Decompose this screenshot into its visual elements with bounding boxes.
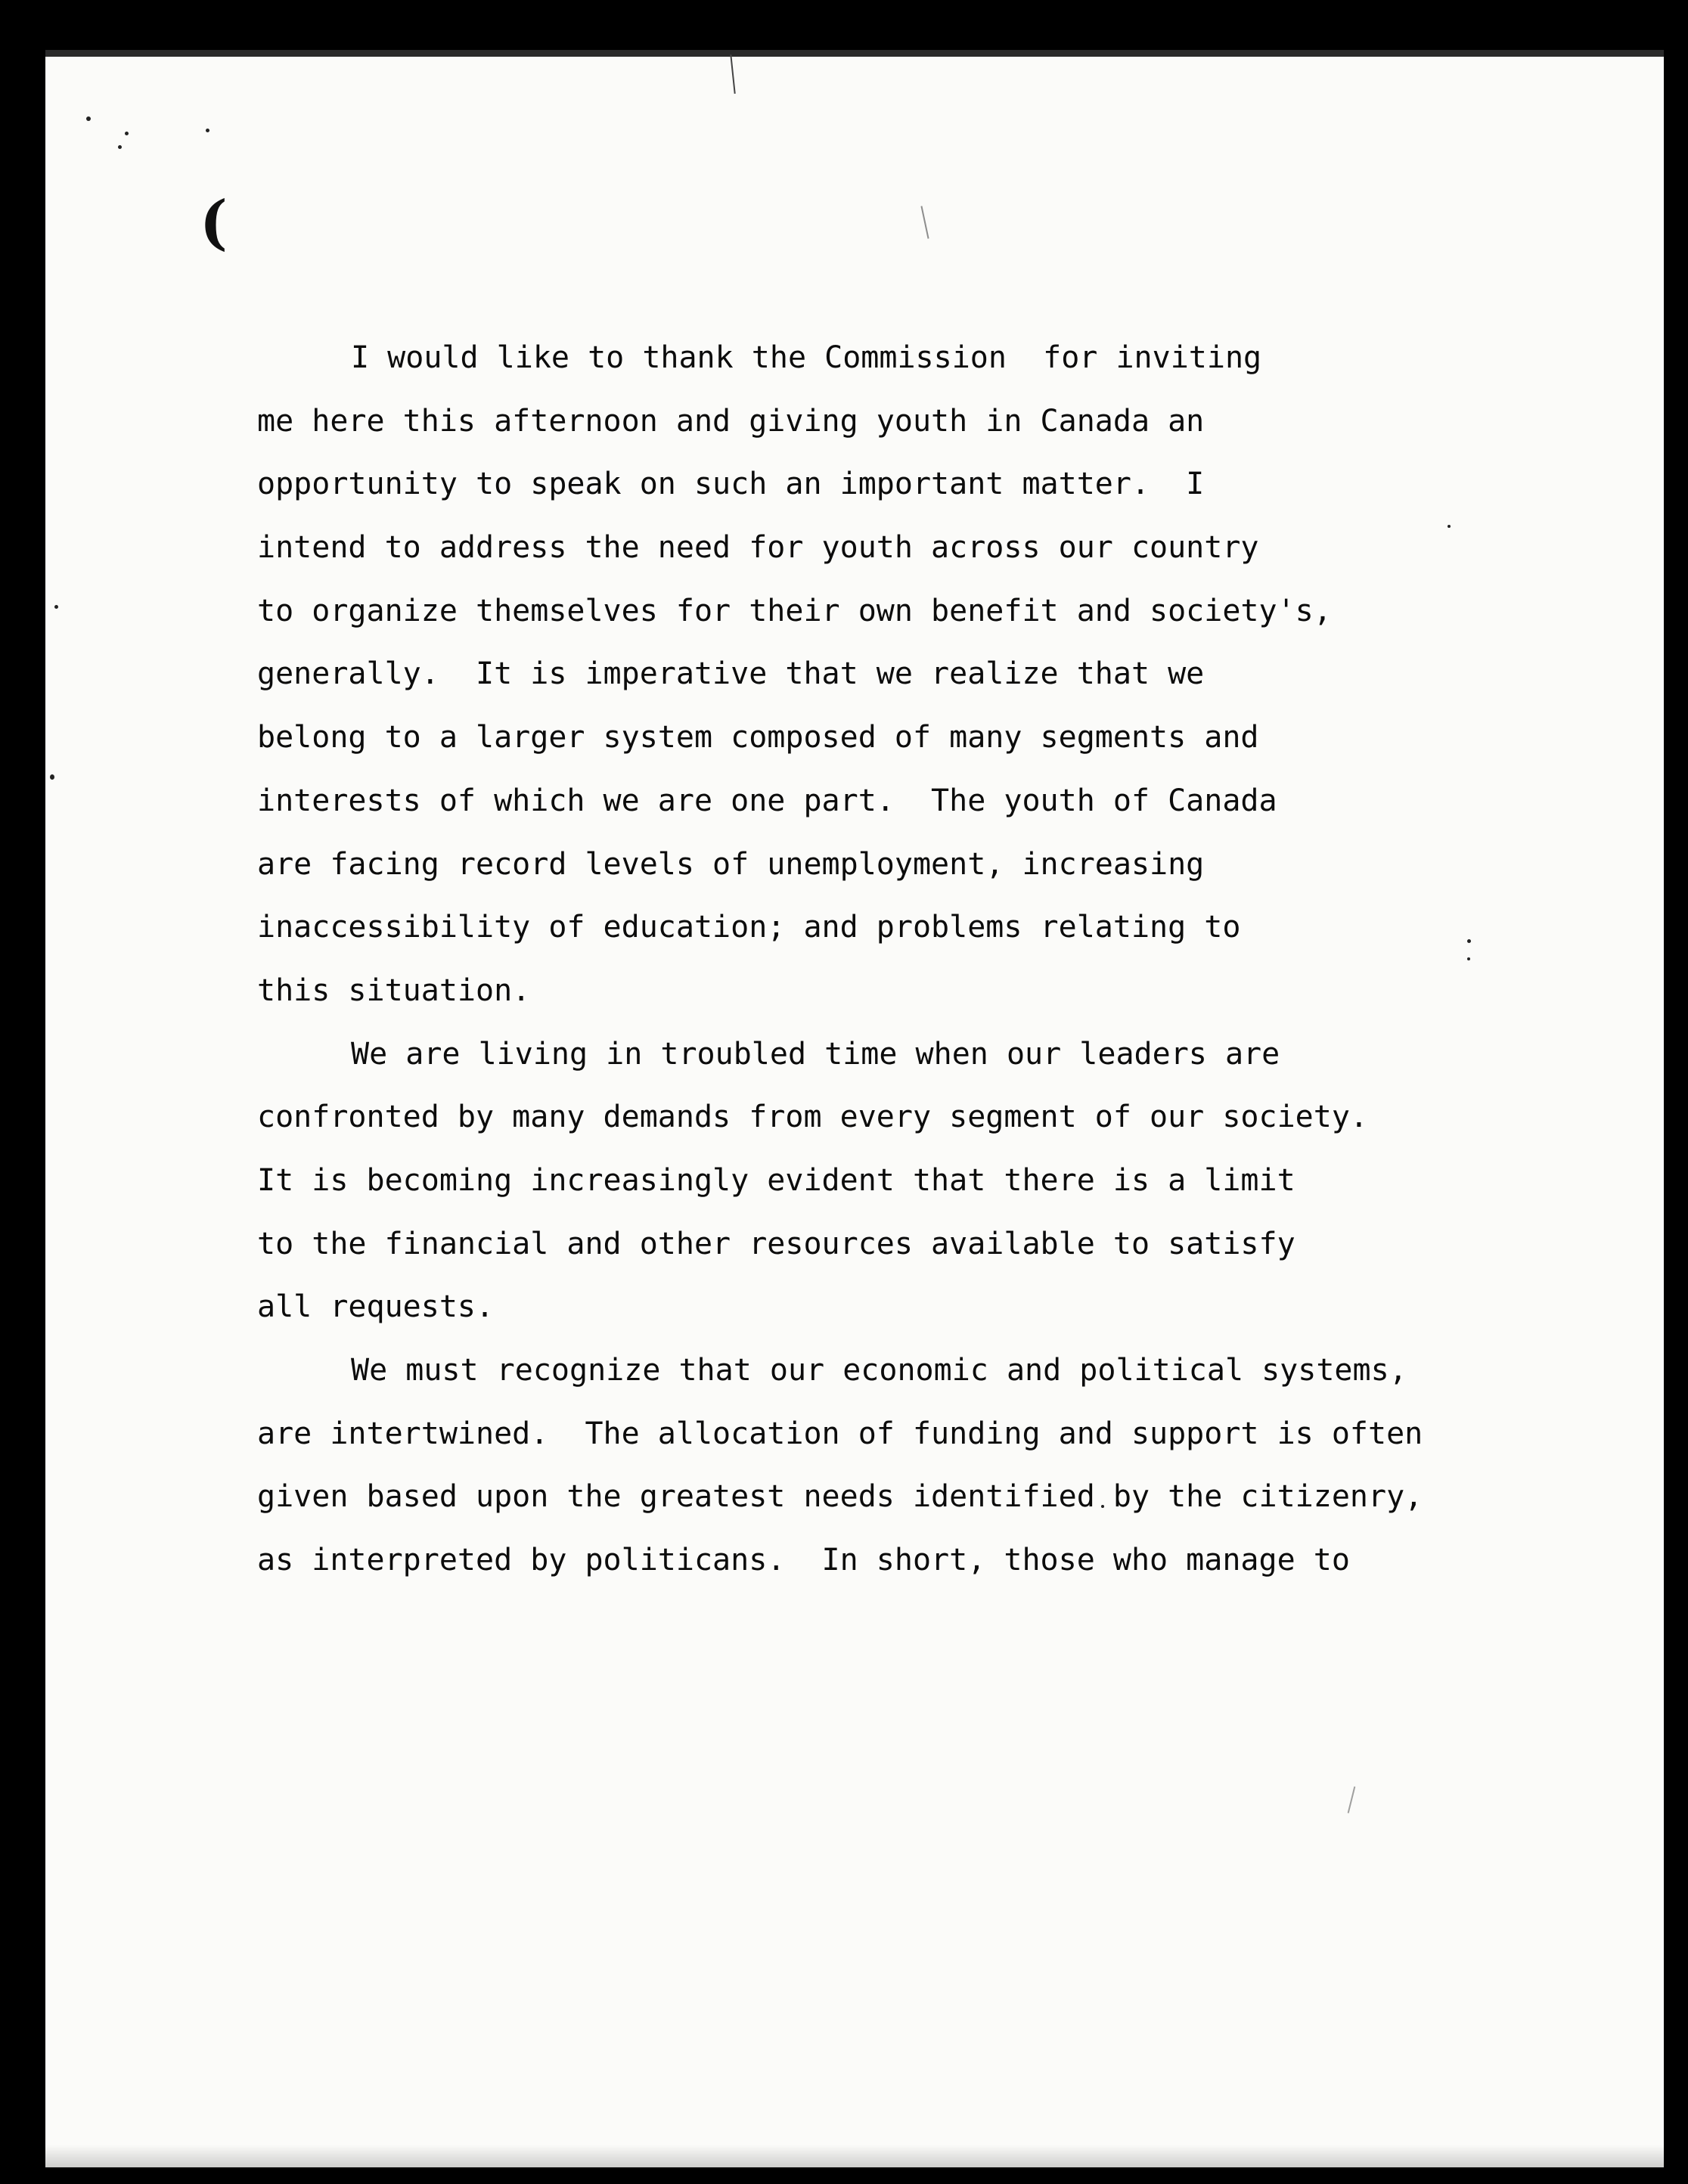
text-line: this situation.	[257, 973, 531, 1008]
text-line: belong to a larger system composed of many segments and	[257, 720, 1259, 755]
scan-speck	[206, 129, 209, 132]
text-line: given based upon the greatest needs identified by the citizenry,	[257, 1479, 1423, 1515]
text-line: all requests.	[257, 1289, 495, 1325]
bottom-edge-shadow	[45, 2145, 1664, 2167]
scan-streak	[920, 206, 929, 238]
text-line: We are living in troubled time when our leaders are	[351, 1036, 1280, 1072]
typed-body-text	[257, 327, 1588, 1593]
scan-streak	[730, 54, 735, 94]
text-line: as interpreted by politicans. In short, those who manage to	[257, 1543, 1350, 1578]
scan-speck	[125, 132, 129, 135]
text-line: are intertwined. The allocation of funding and support is often	[257, 1416, 1423, 1451]
text-line: to the financial and other resources available to satisfy	[257, 1226, 1295, 1261]
text-line: I would like to thank the Commission for inviting	[351, 340, 1262, 375]
text-line: confronted by many demands from every segment of our society.	[257, 1100, 1369, 1135]
text-line: It is becoming increasingly evident that there is a limit	[257, 1162, 1295, 1198]
scan-speck	[54, 605, 58, 609]
text-line: generally. It is imperative that we realize that we	[257, 656, 1205, 692]
text-line: We must recognize that our economic and political systems,	[351, 1353, 1407, 1388]
punch-hole-mark: (	[200, 188, 228, 257]
scan-speck	[86, 116, 91, 121]
scan-streak	[1348, 1786, 1356, 1813]
text-line: to organize themselves for their own benefit and society's,	[257, 593, 1332, 628]
text-line: me here this afternoon and giving youth in Canada an	[257, 403, 1205, 439]
scan-speck	[50, 774, 54, 780]
text-line: opportunity to speak on such an important matter. I	[257, 467, 1205, 502]
text-line: are facing record levels of unemployment, increasing	[257, 846, 1205, 882]
text-line: intend to address the need for youth across our country	[257, 530, 1259, 566]
text-line: inaccessibility of education; and problems relating to	[257, 910, 1241, 945]
top-edge-rule	[45, 50, 1664, 57]
text-line: interests of which we are one part. The youth of Canada	[257, 783, 1277, 818]
scan-speck	[118, 145, 122, 149]
